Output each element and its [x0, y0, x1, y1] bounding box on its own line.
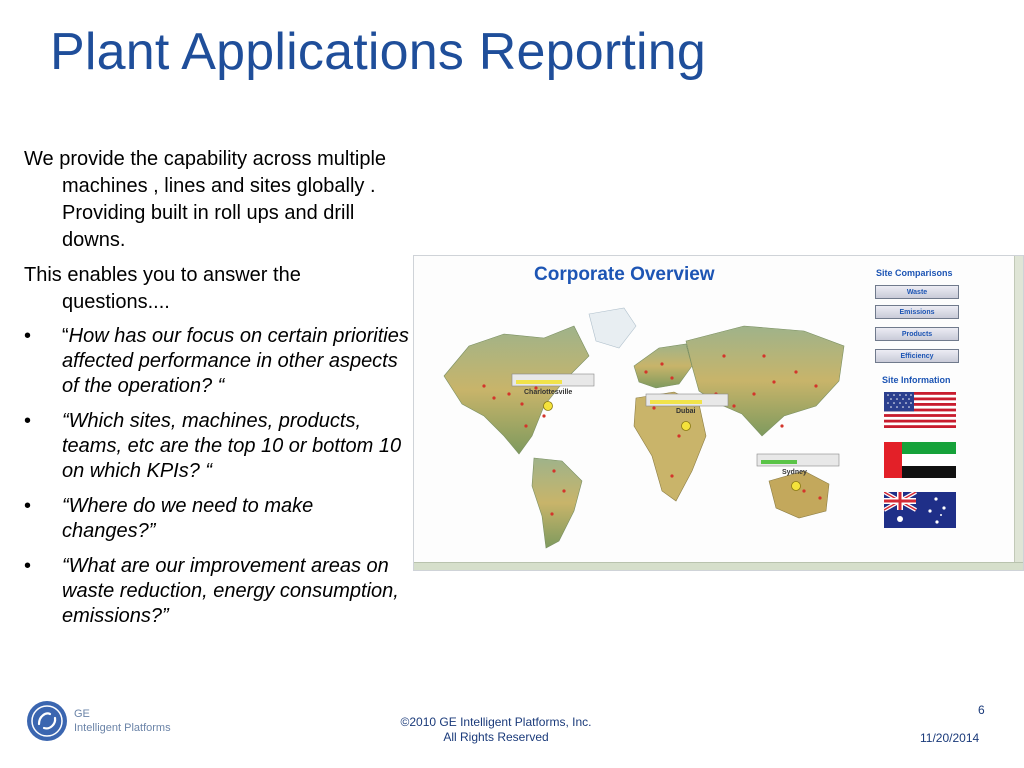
australia-shape — [769, 471, 829, 518]
body-text — [24, 146, 410, 639]
bullet-item-4 — [24, 554, 410, 629]
questions-paragraph: This enables you to answer the questions.... — [24, 264, 301, 313]
bullet-text: “What are our improvement areas on waste reduction, energy consumption, emissions?” — [62, 555, 399, 627]
bullet-text: “Which sites, machines, products, teams, etc are the top 10 or bottom 10 on which KPIs? “ — [62, 410, 402, 482]
ge-logo-text — [74, 707, 171, 735]
bullet-mark: • — [24, 325, 32, 347]
bullet-text: How has our focus on certain priorities affected performance in other aspects of the operation? “ — [62, 325, 409, 397]
rights-line: All Rights Reserved — [443, 730, 549, 744]
ge-monogram-icon — [26, 700, 68, 742]
bullet-open-quote: “ — [62, 325, 69, 347]
charlottesville-gauge — [512, 374, 594, 386]
bullet-item-2 — [24, 409, 410, 484]
intro-paragraph: We provide the capability across multiple machines , lines and sites globally . Providing built in roll ups and drill downs. — [24, 148, 387, 251]
europe-shape — [634, 344, 692, 388]
city-label-charlottesville: Charlottesville — [524, 389, 573, 396]
charlottesville-marker — [544, 402, 553, 411]
ge-logo — [26, 700, 186, 744]
products-button[interactable]: Products — [875, 327, 959, 341]
sydney-marker — [792, 482, 801, 491]
asia-shape — [686, 326, 844, 436]
vertical-scrollbar[interactable] — [1014, 256, 1023, 564]
city-label-sydney: Sydney — [782, 469, 807, 476]
city-label-dubai: Dubai — [676, 408, 696, 415]
site-comparisons-label: Site Comparisons — [876, 268, 953, 278]
us-flag-icon[interactable] — [884, 392, 956, 428]
greenland-shape — [589, 308, 636, 348]
uae-flag-icon[interactable] — [884, 442, 956, 478]
bullet-mark: • — [24, 555, 32, 577]
efficiency-button[interactable]: Efficiency — [875, 349, 959, 363]
south-america-shape — [532, 458, 582, 548]
emissions-button[interactable]: Emissions — [875, 305, 959, 319]
waste-button[interactable]: Waste — [875, 285, 959, 299]
bullet-item-1 — [24, 324, 410, 399]
copyright-line: ©2010 GE Intelligent Platforms, Inc. — [400, 715, 592, 729]
sydney-gauge — [757, 454, 839, 466]
corporate-overview-title: Corporate Overview — [534, 264, 715, 285]
logo-line-ge: GE — [74, 708, 90, 720]
corporate-overview-screenshot — [413, 255, 1024, 571]
world-map — [424, 286, 854, 556]
bullet-mark: • — [24, 410, 32, 432]
bullet-mark: • — [24, 495, 32, 517]
site-information-label: Site Information — [882, 375, 951, 385]
page-number: 6 — [978, 703, 985, 717]
australia-flag-icon[interactable] — [884, 492, 956, 528]
logo-line-platforms: Intelligent Platforms — [74, 722, 171, 734]
bullet-text: “Where do we need to make changes?” — [62, 495, 314, 542]
dubai-gauge — [646, 394, 728, 406]
dubai-marker — [682, 422, 691, 431]
slide-title: Plant Applications Reporting — [50, 23, 707, 81]
horizontal-scrollbar[interactable] — [414, 562, 1023, 570]
bullet-item-3 — [24, 494, 410, 544]
copyright-notice — [376, 715, 616, 745]
slide-date: 11/20/2014 — [920, 731, 980, 745]
